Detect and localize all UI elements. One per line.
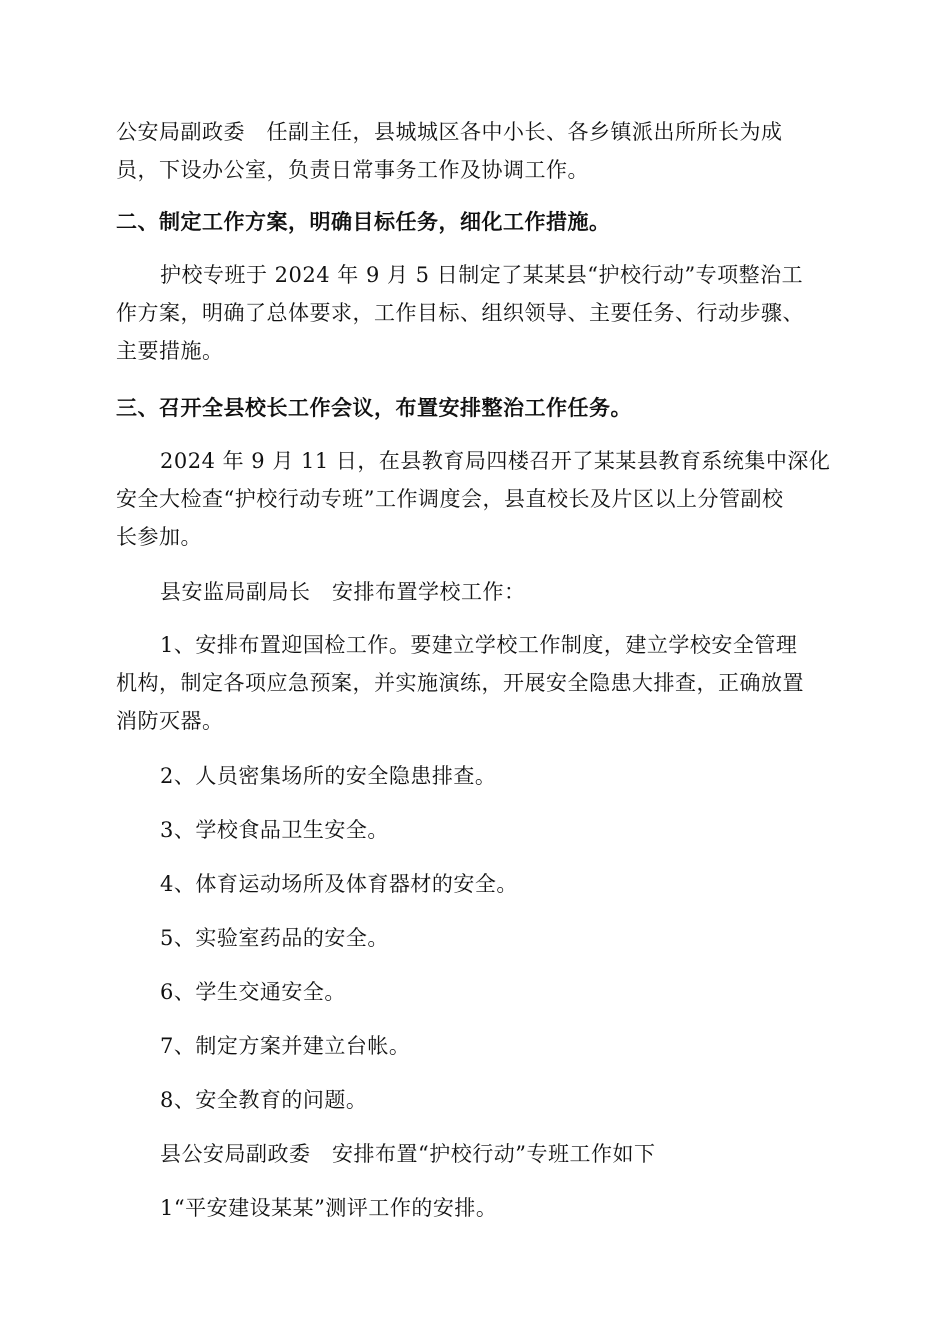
list-item-4: 4、体育运动场所及体育器材的安全。 [160,872,518,896]
list-item-1 [116,626,836,740]
list-item-3: 3、学校食品卫生安全。 [160,818,389,842]
item-1-line-1: 1、安排布置迎国检工作。要建立学校工作制度，建立学校安全管理 [160,633,798,657]
section-heading-3: 三、召开全县校长工作会议，布置安排整治工作任务。 [116,395,632,420]
plan-line-3: 主要措施。 [116,339,224,363]
meeting-line-1: 2024 年 9 月 11 日，在县教育局四楼召开了某某县教育系统集中深化 [160,449,831,473]
list-item-5: 5、实验室药品的安全。 [160,926,389,950]
list-item-2: 2、人员密集场所的安全隐患排查。 [160,764,497,788]
item-1-line-2: 机构，制定各项应急预案，并实施演练，开展安全隐患大排查，正确放置 [116,671,804,695]
police-intro: 县公安局副政委 安排布置“护校行动”专班工作如下 [160,1142,656,1166]
section-heading-2: 二、制定工作方案，明确目标任务，细化工作措施。 [116,209,611,234]
police-list-item-1: 1“平安建设某某”测评工作的安排。 [160,1196,498,1220]
intro-line-2: 员，下设办公室，负责日常事务工作及协调工作。 [116,158,589,182]
intro-line-1: 公安局副政委 任副主任，县城城区各中小长、各乡镇派出所所长为成 [116,120,783,144]
plan-line-2: 作方案，明确了总体要求，工作目标、组织领导、主要任务、行动步骤、 [116,301,804,325]
meeting-line-2: 安全大检查“护校行动专班”工作调度会，县直校长及片区以上分管副校 [116,487,784,511]
meeting-line-3: 长参加。 [116,525,202,549]
plan-line-1: 护校专班于 2024 年 9 月 5 日制定了某某县“护校行动”专项整治工 [160,263,804,287]
plan-paragraph [116,256,836,370]
safety-bureau-intro: 县安监局副局长 安排布置学校工作： [160,580,526,604]
list-item-6: 6、学生交通安全。 [160,980,346,1004]
item-1-line-3: 消防灭器。 [116,709,224,733]
list-item-7: 7、制定方案并建立台帐。 [160,1034,411,1058]
meeting-paragraph [116,442,836,556]
intro-paragraph [116,113,836,189]
list-item-8: 8、安全教育的问题。 [160,1088,368,1112]
